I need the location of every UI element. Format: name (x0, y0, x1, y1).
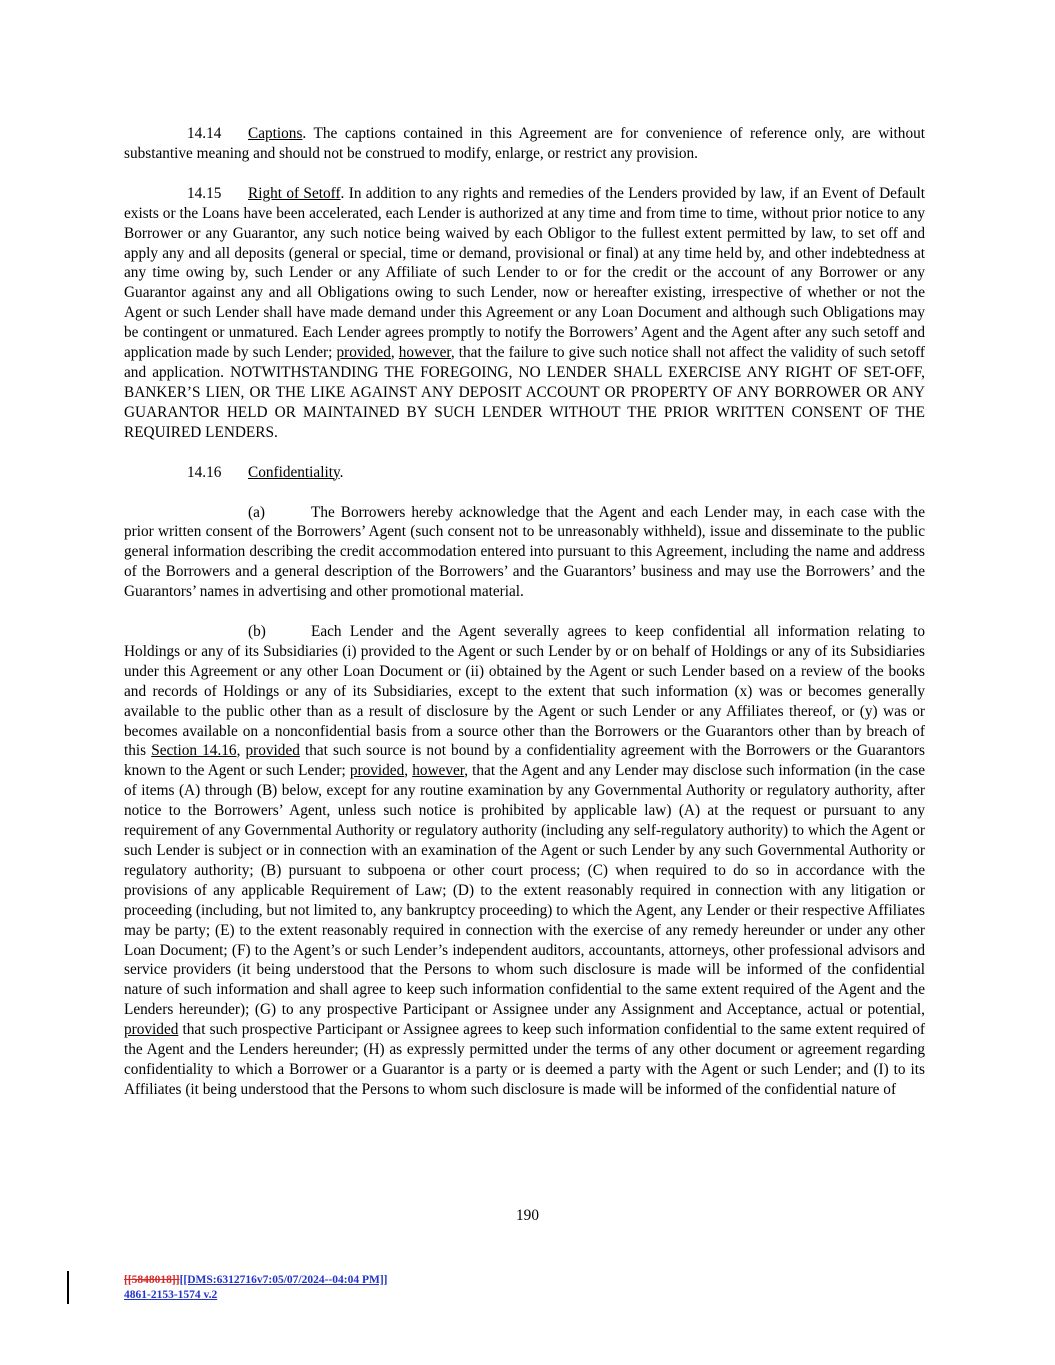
section-number: 14.14 (187, 125, 222, 142)
document-footer (124, 1273, 388, 1303)
section-14-15 (124, 184, 925, 443)
separator: , (390, 344, 399, 362)
section-14-16-heading (124, 463, 925, 483)
however-term: however (412, 762, 465, 780)
section-title: Right of Setoff (248, 184, 341, 202)
deleted-doc-ref: [[5848018]] (124, 1274, 180, 1286)
provided-term: provided (124, 1021, 179, 1039)
provided-term: provided (336, 344, 391, 362)
subsection-text: Each Lender and the Agent severally agrees to keep confidential all information relating to Holdings or any of its Subsidiaries (i) provided to the Agent or such Lender by or on behalf of Holdings or any of its Subsidiaries under this Agreement or any other Loan Document or (ii) obtained by the Agent or such Lender based on a review of the books and records of Holdings or any of its Subsidiaries, except to the extent that such information (x) was or becomes generally available to the public other than as a result of disclosure by the Agent or such Lender or any Affiliates thereof, or (y) was or becomes available on a nonconfidential basis from a source other than the Borrowers or the Guarantors other than by breach of this (124, 623, 925, 760)
subsection-text: that such source is not bound by a confidentiality agreement with the Borrowers or the Guarantors known to the Agent or such Lender; (124, 742, 925, 780)
section-title: Captions (248, 125, 303, 142)
provided-term: provided (349, 762, 405, 780)
change-bar (67, 1271, 69, 1304)
subsection-b (124, 622, 925, 1100)
subsection-a (124, 503, 925, 603)
section-14-14 (124, 124, 925, 164)
section-reference: Section 14.16 (151, 742, 237, 760)
section-period: . (339, 463, 344, 481)
subsection-text: The Borrowers hereby acknowledge that the Agent and each Lender may, in each case with the prior written consent of the Borrowers’ Agent (such consent not to be unreasonably withheld), issue and disseminate to the public general information describing the credit accommodation entered into pursuant to this Agreement, including the name and address of the Borrowers and a general description of the Borrowers’ and the Guarantors’ business and may use the Borrowers’ and the Guarantors’ names in advertising and other promotional material. (124, 503, 925, 601)
section-title: Confidentiality (248, 463, 340, 481)
inserted-doc-ref: [[DMS:6312716v7:05/07/2024--04:04 PM]] (179, 1274, 388, 1286)
section-number: 14.16 (187, 463, 222, 481)
provided-term: provided (245, 742, 300, 760)
document-body (124, 124, 925, 1100)
subsection-label: (a) (248, 503, 265, 521)
subsection-text: , that the Agent and any Lender may disclose such information (in the case of items (A) through (B) below, except for any routine examination by any Governmental Authority or regulatory authority, after notice to the Borrowers’ Agent, unless such notice is prohibited by applicable law) (A) at the request or pursuant to any requirement of any Governmental Authority or regulatory authority (including any self-regulatory authority) to which the Agent or such Lender is subject or in connection with an examination of the Agent or such Lender by any such Governmental Authority or regulatory authority; (B) pursuant to subpoena or other court process; (C) when required to do so in accordance with the provisions of any applicable Requirement of Law; (D) to the extent reasonably required in connection with any litigation or proceeding (including, but not limited to, any bankruptcy proceeding) to which the Agent, any Lender or their respective Affiliates may be party; (E) to the extent reasonably required in connection with the exercise of any remedy hereunder or under any other Loan Document; (F) to the Agent’s or such Lender’s independent auditors, accountants, attorneys, other professional advisors and service providers (it being understood that the Persons to whom such disclosure is made will be informed of the confidential nature of such information and shall agree to keep such information confidential to the same extent required of the Agent and the Lenders hereunder); (G) to any prospective Participant or Assignee under any Assignment and Acceptance, actual or potential, (124, 762, 925, 1019)
section-number: 14.15 (187, 184, 222, 202)
page-number: 190 (516, 1207, 539, 1224)
section-text: . In addition to any rights and remedies of the Lenders provided by law, if an Event of Default exists or the Loans have been accelerated, each Lender is authorized at any time and from time to time, without prior notice to any Borrower or any Guarantor, any such notice being waived by each Obligor to the fullest extent permitted by law, to set off and apply any and all deposits (general or special, time or demand, provisional or final) at any time held by, and other indebtedness at any time owing by, such Lender or any Affiliate of such Lender to or for the credit or the account of any Borrower or any Guarantor against any and all Obligations owing to such Lender, now or hereafter existing, irrespective of whether or not the Agent or such Lender shall have made demand under this Agreement or any Loan Document and although such Obligations may be contingent or unmatured. Each Lender agrees promptly to notify the Borrowers’ Agent and the Agent after any such setoff and application made by such Lender; (124, 184, 925, 362)
subsection-label: (b) (248, 623, 266, 641)
section-text: , that the failure to give such notice shall not affect the validity of such setoff and application. NOTWITHSTANDING THE FOREGOING, NO LENDER SHALL EXERCISE ANY RIGHT OF SET-OFF, BANKER’S LIEN, OR THE LIKE AGAINST ANY DEPOSIT ACCOUNT OR PROPERTY OF ANY BORROWER OR ANY GUARANTOR HELD OR MAINTAINED BY SUCH LENDER WITHOUT THE PRIOR WRITTEN CONSENT OF THE REQUIRED LENDERS. (124, 344, 925, 441)
separator: , (236, 742, 246, 760)
subsection-text: that such prospective Participant or Assignee agrees to keep such information confidential to the same extent required of the Agent and the Lenders hereunder; (H) as expressly permitted under the terms of any other document or agreement regarding confidentiality to which a Borrower or a Guarantor is a party or is deemed a party with the Agent or such Lender; and (I) to its Affiliates (it being understood that the Persons to whom such disclosure is made will be informed of the confidential nature of (124, 1021, 925, 1098)
doc-version-ref: 4861-2153-1574 v.2 (124, 1289, 218, 1301)
however-term: however (398, 344, 451, 362)
section-text: . The captions contained in this Agreement are for convenience of reference only, are without substantive meaning and should not be construed to modify, enlarge, or restrict any provision. (124, 125, 925, 162)
separator: , (404, 762, 413, 780)
